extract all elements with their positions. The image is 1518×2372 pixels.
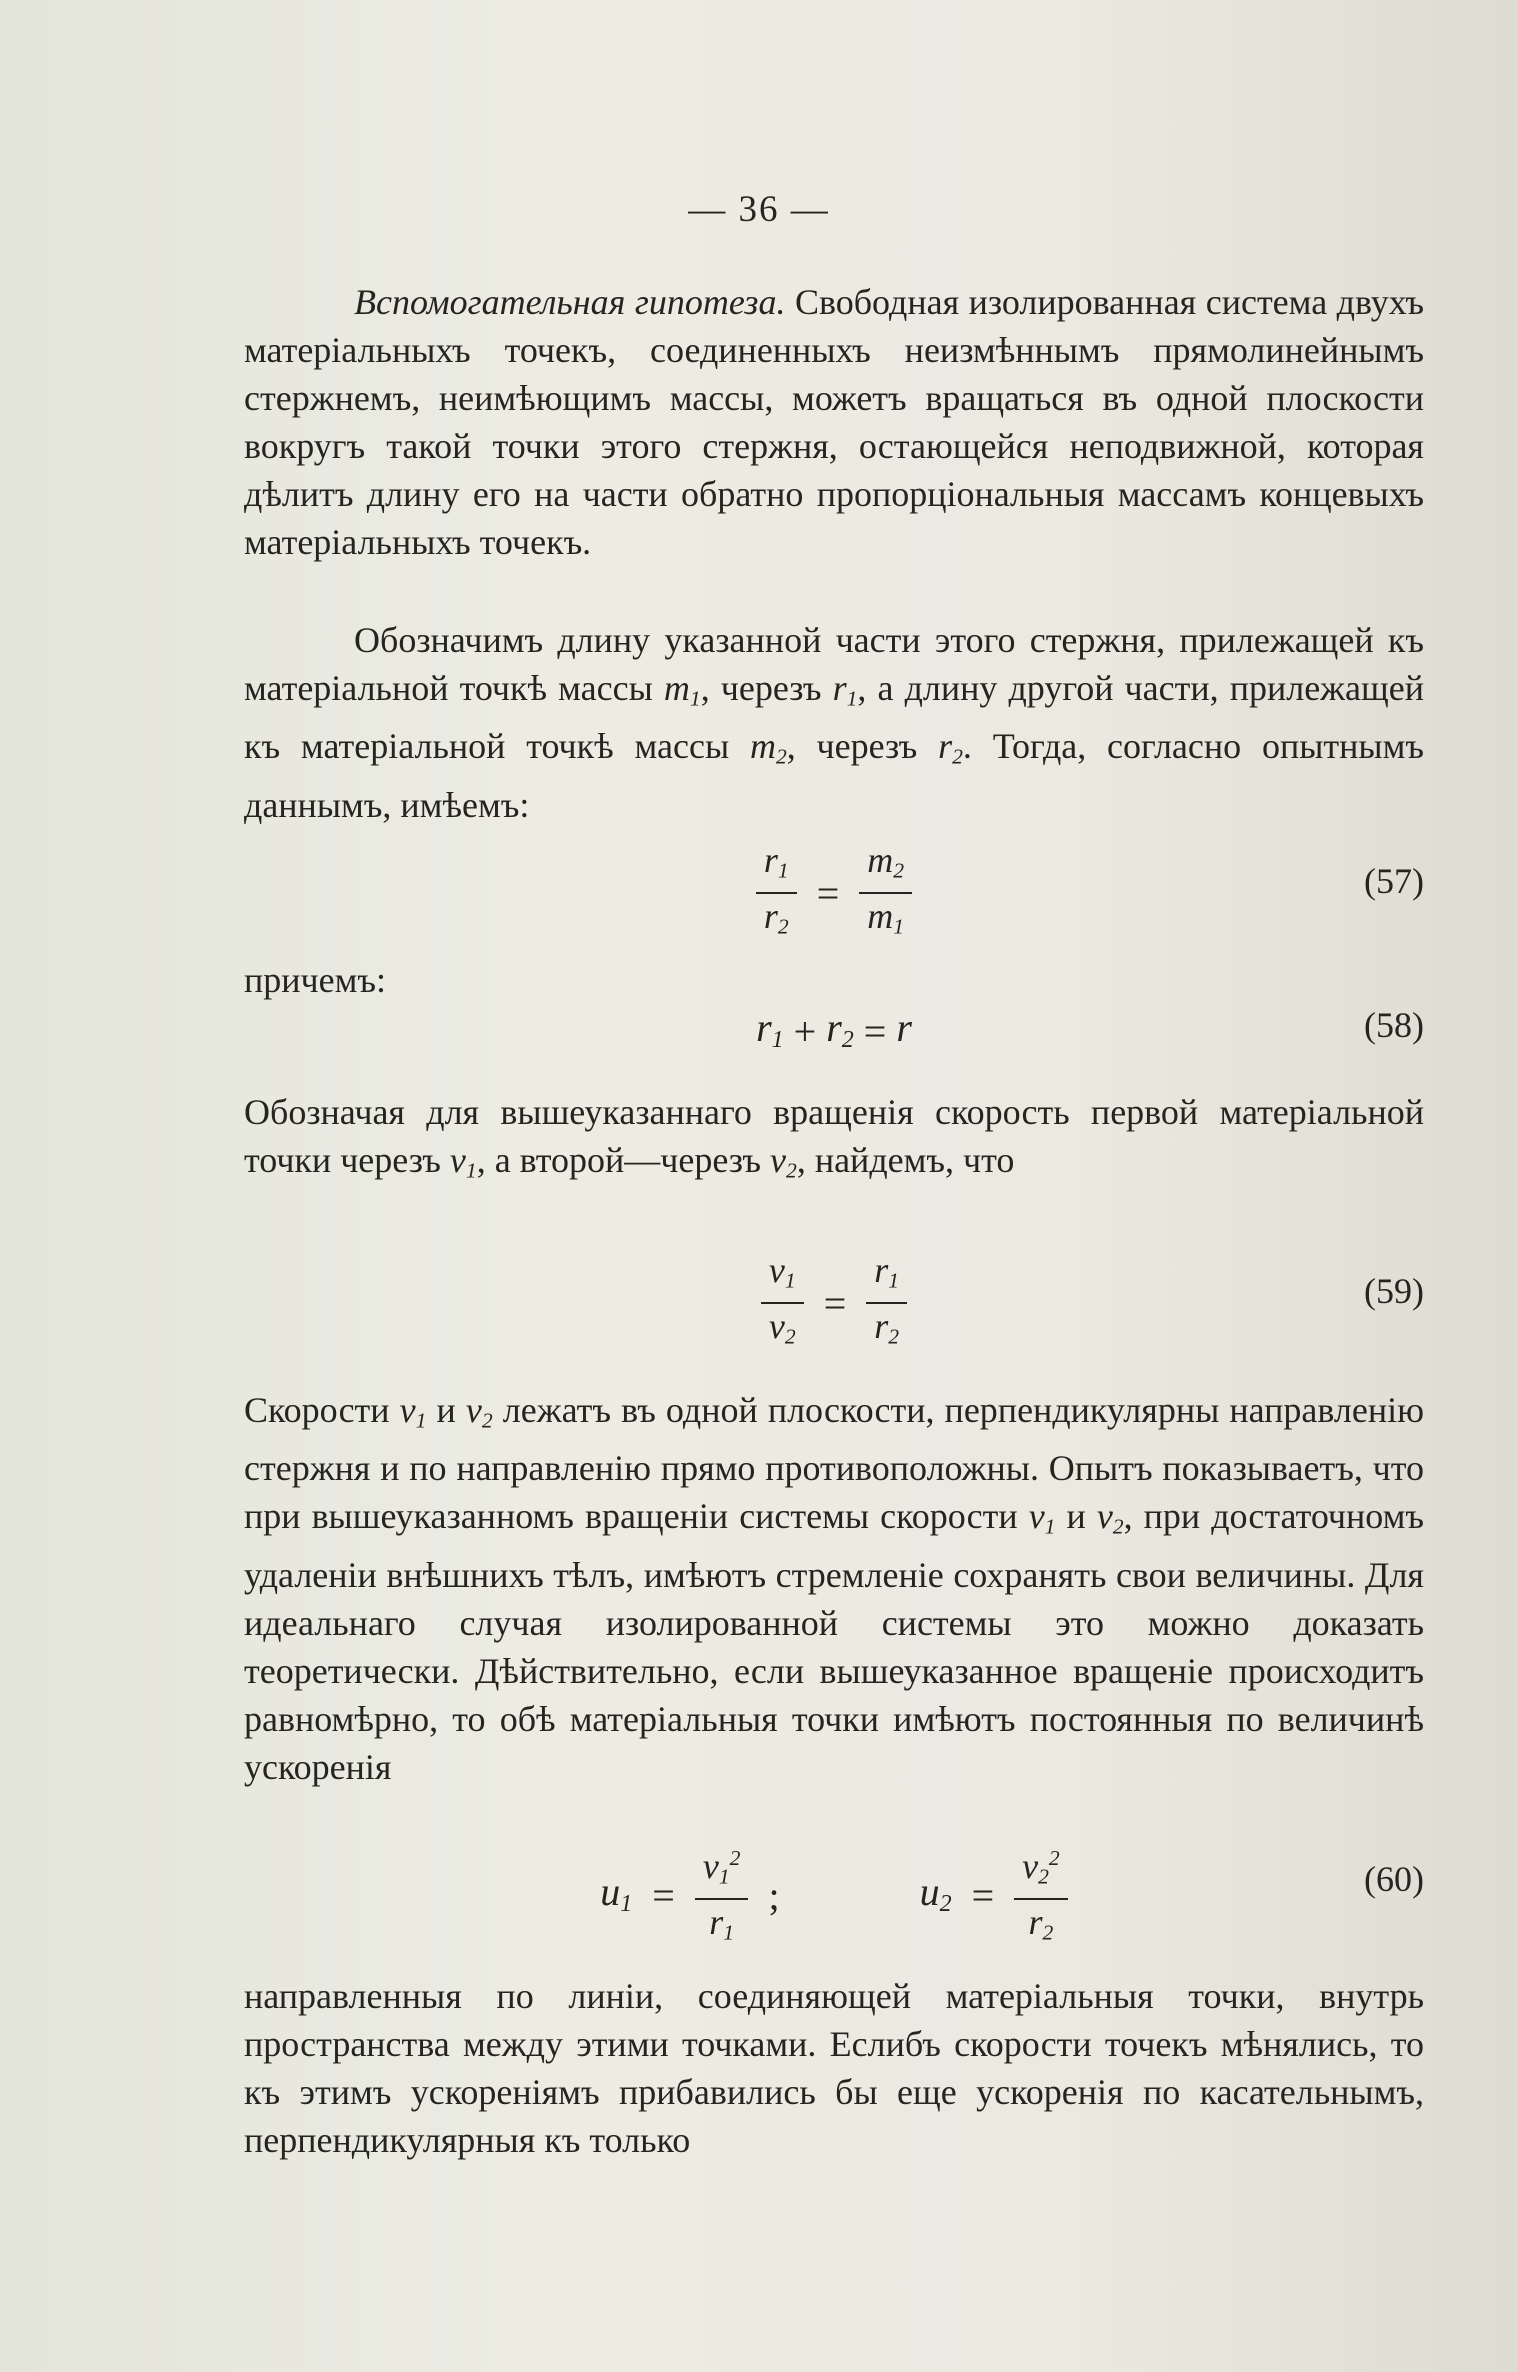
equation-number: (57) — [1364, 861, 1424, 901]
symbol-v1: $v_1$ — [1028, 1496, 1056, 1539]
symbol-v2: $v_2$ — [770, 1140, 797, 1183]
equation-60: $u_1$ = $\frac{v_1^2}{r_1}$ ; $u_2$ = $\frac{v_2^2}{r_2}$ (60) — [244, 1836, 1424, 1936]
paragraph-text: Свободная изолированная система двухъ матеріальныхъ точекъ, соединенныхъ неизмѣннымъ прямолинейнымъ стержнемъ, неимѣющимъ массы, можетъ вращаться въ одной плоскости вокругъ такой точки этого стержня, остающейся неподвижной, которая дѣлитъ длину его на части обратно пропорціональныя массамъ концевыхъ матеріальныхъ точекъ. — [244, 282, 1424, 562]
paragraph-text: Обозначимъ длину указанной части этого стержня, прилежащей къ матеріальной точкѣ массы — [244, 620, 1424, 708]
paragraph-text: , при достаточномъ удаленіи внѣшнихъ тѣлъ, имѣютъ стремленіе сохранять свои величины. Для идеальнаго случая изолированной системы это можно доказать теоретически. Дѣйствительно, если вышеуказанное вращеніе происходитъ равномѣрно, то обѣ матеріальныя точки имѣютъ постоянныя по величинѣ ускоренія — [244, 1496, 1425, 1787]
symbol-v2: $v_2$ — [1096, 1496, 1124, 1539]
page-number: — 36 — — [688, 189, 830, 230]
symbol-v2: $v_2$ — [465, 1390, 493, 1433]
paragraph-auxiliary-hypothesis — [244, 278, 1424, 566]
equation-57 — [244, 838, 1424, 938]
paragraph-directed — [244, 1972, 1424, 2164]
fraction-v1-v2: $\frac{v_1}{v_2}$ — [761, 1248, 804, 1359]
paragraph-text: Обозначая для вышеуказаннаго вращенія скорость первой матеріальной точки черезъ — [244, 1092, 1424, 1180]
paragraph-text: , черезъ — [786, 726, 939, 767]
fraction-m2-m1: $\frac{m_2}{m_1}$ — [859, 838, 912, 949]
fraction-v2sq-r2: $\frac{v_2^2}{r_2}$ — [1014, 1836, 1068, 1955]
equals-sign: = — [816, 870, 840, 916]
symbol-m1: $m_1$ — [663, 668, 701, 711]
equation-number: (59) — [1364, 1271, 1424, 1311]
eq60-u1: $u_1$ — [600, 1868, 633, 1917]
separator: ; — [768, 1872, 780, 1918]
symbol-v1: $v_1$ — [449, 1140, 477, 1183]
equals-sign: = — [823, 1280, 847, 1326]
paragraph-velocity-properties — [244, 1386, 1424, 1791]
symbol-v1: $v_1$ — [399, 1390, 427, 1433]
paragraph-text: Скорости — [244, 1390, 400, 1430]
equation-number: (60) — [1364, 1859, 1424, 1899]
eq58-expression: $r_1 + r_2 = r$ — [756, 1005, 912, 1055]
symbol-r2: $r_2$ — [938, 726, 963, 769]
equation-59 — [244, 1248, 1424, 1348]
fraction-r1-r2: $\frac{r_1}{r_2}$ — [866, 1248, 907, 1359]
paragraph-text: , а второй—черезъ — [476, 1140, 771, 1180]
italic-lead: Вспомогательная гипотеза. — [354, 282, 786, 322]
symbol-m2: $m_2$ — [749, 726, 787, 769]
paragraph-velocities — [244, 1088, 1424, 1194]
word-prichem: причемъ: — [244, 960, 387, 1000]
paragraph-text: . Тогда, согласно опытнымъ даннымъ, имѣемъ: — [244, 726, 1424, 825]
paragraph-text: , найдемъ, что — [796, 1140, 1015, 1180]
paragraph-text: лежатъ въ одной плоскости, перпендикулярны направленію стержня и по направленію прямо противоположны. Опытъ показываетъ, что при вышеуказанномъ вращеніи системы скорости — [244, 1390, 1425, 1537]
paragraph-text: и — [1055, 1496, 1097, 1537]
equation-number: (58) — [1364, 1005, 1424, 1045]
paragraph-notation — [244, 616, 1424, 829]
paragraph-text: , черезъ — [700, 668, 833, 708]
fraction-r1-r2: $\frac{r_1}{r_2}$ — [756, 838, 797, 949]
paragraph-text: , а длину другой части, прилежащей къ матеріальной точкѣ массы — [244, 668, 1424, 767]
symbol-r1: $r_1$ — [832, 668, 858, 711]
equation-58 — [244, 1000, 1424, 1060]
paragraph-text: и — [426, 1390, 466, 1430]
paragraph-text: направленныя по линіи, соединяющей матеріальныя точки, внутрь пространства между этими точками. Еслибъ скорости точекъ мѣнялись, то къ этимъ ускореніямъ прибавились бы еще ускоренія по касательнымъ, перпендикулярныя къ только — [244, 1976, 1424, 2160]
eq60-u2: $u_2$ — [919, 1868, 952, 1917]
fraction-v1sq-r1: $\frac{v_1^2}{r_1}$ — [695, 1836, 749, 1955]
